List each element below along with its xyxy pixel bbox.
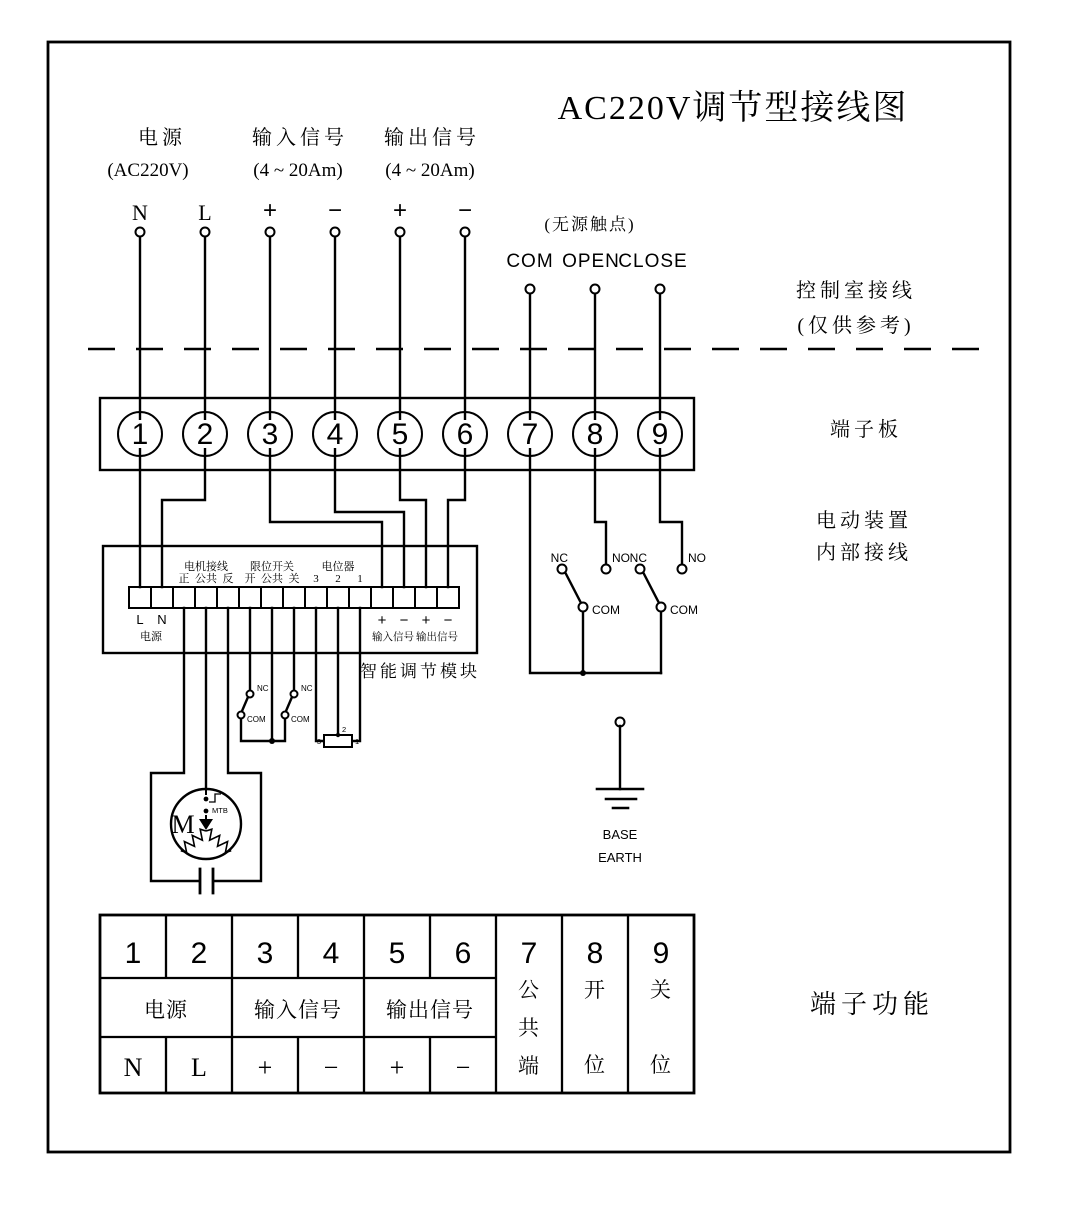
pot-wiper-dot	[336, 733, 340, 737]
table-num-4: 4	[322, 937, 340, 970]
table-func-open-vertical: 开位	[584, 978, 606, 1077]
terminal-circle-l	[201, 228, 210, 237]
terminal-circle-open	[591, 285, 600, 294]
module-name-label: 智能调节模块	[360, 662, 480, 681]
strip-cell-lines	[151, 587, 437, 608]
module-power-label: 电源	[140, 631, 162, 643]
earth-label-line1: BASE	[602, 827, 638, 842]
pot-pin3-label: 3	[316, 737, 321, 746]
pin-pot1: 1	[357, 573, 363, 585]
terminal-function-note: 端子功能	[809, 990, 935, 1019]
limit-switch2-blade	[286, 697, 292, 711]
pot-pin2-label: 2	[342, 725, 347, 734]
module-input-signal-label: 输入信号	[372, 632, 414, 643]
table-function-row	[144, 978, 672, 1078]
wire-pot1	[352, 608, 360, 741]
aux-switch2-no-label: NO	[688, 551, 706, 565]
aux-switch1-com-label: COM	[592, 603, 620, 617]
table-func-power: 电源	[144, 998, 188, 1022]
aux-switch1-nc-contact	[558, 565, 567, 574]
input-signal-range: (4 ~ 20Am)	[253, 160, 343, 181]
aux-switch1-no-contact	[602, 565, 611, 574]
terminal-board	[100, 398, 694, 470]
table-sig-minus1: −	[323, 1053, 339, 1082]
contact-label-close: CLOSE	[618, 251, 688, 272]
table-sig-l: L	[191, 1053, 207, 1082]
terminal-label-l: L	[198, 200, 212, 225]
aux-switch2-nc-contact	[636, 565, 645, 574]
earth-symbol	[597, 718, 643, 866]
table-num-1: 1	[124, 937, 142, 970]
contact-label-com: COM	[506, 251, 554, 272]
table-func-close-vertical: 关位	[650, 978, 672, 1077]
potentiometer-assembly	[316, 608, 360, 747]
limit-switch1-nc-contact	[247, 691, 254, 698]
terminal-circle-input-minus	[331, 228, 340, 237]
diagram-title: AC220V调节型接线图	[557, 90, 909, 127]
aux-switch2-com-contact	[657, 603, 666, 612]
table-func-input: 输入信号	[254, 998, 342, 1022]
module-strip-dividers	[151, 587, 437, 608]
output-signal-group-label: 输出信号	[384, 127, 480, 149]
board-number-1: 1	[131, 418, 149, 451]
limit-switch1-blade	[242, 697, 248, 711]
aux-switch1-com-contact	[579, 603, 588, 612]
table-num-5: 5	[388, 937, 406, 970]
pin-reverse: 反	[222, 573, 234, 585]
power-group-range: (AC220V)	[107, 160, 189, 181]
module-power-l: L	[136, 612, 144, 627]
board-number-8: 8	[586, 418, 604, 451]
table-func-output: 输出信号	[386, 998, 474, 1022]
aux-com-drops	[583, 611, 661, 673]
earth-label-line2: EARTH	[598, 850, 642, 865]
input-minus-label: −	[327, 197, 343, 224]
aux-switch1-nc-label: NC	[550, 551, 568, 565]
table-sig-minus2: −	[455, 1053, 471, 1082]
module-input-plus: +	[377, 612, 387, 629]
aux-switch1-blade	[565, 572, 581, 603]
control-room-note-line1: 控制室接线	[796, 280, 916, 302]
limit-switch1-com-label: COM	[247, 715, 266, 724]
limit-switch-assembly	[238, 608, 313, 744]
terminal-board-note: 端子板	[830, 419, 902, 441]
board-number-6: 6	[456, 418, 474, 451]
aux-switch2-nc-label: NC	[629, 551, 647, 565]
terminal-circle-close	[656, 285, 665, 294]
control-room-note-line2: (仅供参考)	[797, 315, 915, 337]
junction-dot	[269, 738, 275, 744]
wire-pot3	[316, 608, 324, 741]
module-output-minus: −	[443, 612, 453, 629]
limit-switch1-com-contact	[238, 712, 245, 719]
passive-contact-note: (无源触点)	[544, 215, 636, 234]
table-sig-n: N	[123, 1053, 143, 1082]
table-num-6: 6	[454, 937, 472, 970]
module-output-signal-label: 输出信号	[416, 632, 458, 643]
terminal-circle-n	[136, 228, 145, 237]
aux-switch-assembly	[551, 551, 706, 676]
limit-switch2-nc-label: NC	[301, 684, 313, 693]
pin-open: 开	[244, 573, 256, 585]
aux-switch2-com-label: COM	[670, 603, 698, 617]
pin-close: 关	[288, 573, 300, 585]
terminal-function-table	[100, 915, 694, 1093]
limit-switch1-nc-label: NC	[257, 684, 269, 693]
limit-switch2-nc-contact	[291, 691, 298, 698]
module-terminal-strip	[129, 587, 459, 608]
module-signal-signs	[378, 612, 453, 629]
power-group-label: 电源	[138, 127, 186, 149]
thermal-dot-1	[204, 797, 209, 802]
board-number-3: 3	[261, 418, 279, 451]
device-internal-note-line2: 内部接线	[816, 542, 912, 564]
motor-symbol-label: M	[171, 810, 195, 839]
module-group-motor: 电机接线	[184, 561, 228, 573]
thermal-dot-2	[204, 809, 209, 814]
board-number-9: 9	[651, 418, 669, 451]
output-signal-range: (4 ~ 20Am)	[385, 160, 475, 181]
pin-common-limit: 公共	[261, 573, 283, 585]
table-num-9: 9	[652, 937, 670, 970]
table-sig-plus1: +	[257, 1053, 273, 1082]
capacitor	[200, 869, 213, 893]
table-num-2: 2	[190, 937, 208, 970]
board-number-5: 5	[391, 418, 409, 451]
pin-pot3: 3	[313, 573, 319, 585]
module-power-n: N	[157, 612, 167, 627]
limit-switch2-com-contact	[282, 712, 289, 719]
wire-terminal3-input-plus	[270, 237, 382, 587]
junction-dot-com-bus	[580, 670, 586, 676]
terminal-circle-output-minus	[461, 228, 470, 237]
side-annotations	[796, 279, 934, 1019]
terminal-circle-output-plus	[396, 228, 405, 237]
module-input-minus: −	[399, 612, 409, 629]
pin-common-motor: 公共	[195, 573, 217, 585]
output-minus-label: −	[457, 197, 473, 224]
pot-pin1-label: 1	[355, 737, 360, 746]
ground-lines	[597, 789, 643, 808]
table-num-3: 3	[256, 937, 274, 970]
table-func-common-vertical: 公共端	[518, 978, 540, 1078]
module-pin-labels	[179, 571, 363, 585]
terminal-board-numbers	[132, 418, 669, 451]
board-number-2: 2	[196, 418, 214, 451]
motor-assembly	[151, 608, 261, 893]
module-output-plus: +	[421, 612, 431, 629]
aux-switch2-blade	[643, 572, 659, 603]
terminal-circle-input-plus	[266, 228, 275, 237]
module-group-potentiometer: 电位器	[321, 561, 355, 573]
top-connection-labels	[107, 126, 687, 272]
module-group-limit-switch: 限位开关	[250, 561, 294, 573]
pin-forward: 正	[178, 573, 190, 585]
limit-switch2-com-label: COM	[291, 715, 310, 724]
aux-switch2-no-contact	[678, 565, 687, 574]
terminal-label-n: N	[132, 200, 148, 225]
motor-protector-label: MTB	[212, 806, 228, 815]
input-plus-label: +	[262, 197, 278, 224]
table-number-row	[125, 937, 670, 970]
board-number-7: 7	[521, 418, 539, 451]
input-signal-group-label: 输入信号	[252, 127, 348, 149]
aux-switch1-no-label: NO	[612, 551, 630, 565]
table-num-8: 8	[586, 937, 604, 970]
contact-label-open: OPEN	[562, 251, 620, 272]
board-number-4: 4	[326, 418, 344, 451]
terminal-circle-com	[526, 285, 535, 294]
pin-pot2: 2	[335, 573, 341, 585]
output-plus-label: +	[392, 197, 408, 224]
regulating-module	[103, 546, 480, 681]
table-num-7: 7	[520, 937, 538, 970]
device-internal-note-line1: 电动装置	[816, 510, 912, 532]
table-sig-plus2: +	[389, 1053, 405, 1082]
